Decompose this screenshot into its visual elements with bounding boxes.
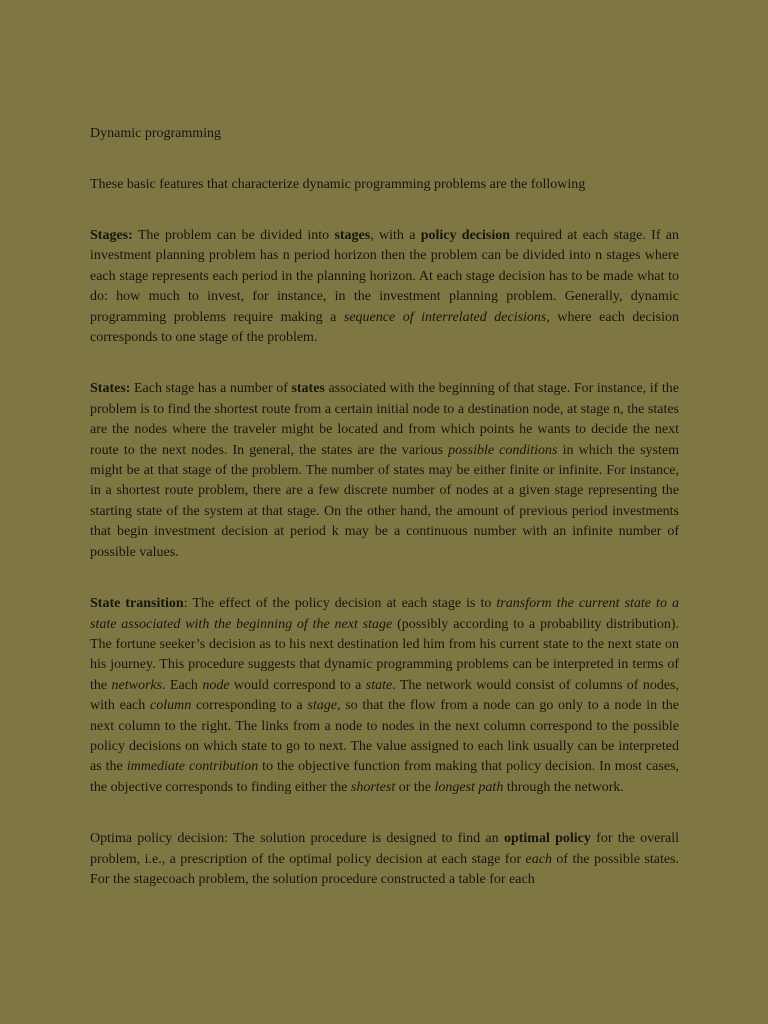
states-paragraph: States: Each stage has a number of states associated with the beginning of that stage. For instance, if the problem is to find the shortest route from a certain initial node to a destination node, at stage n, the states are the nodes where the traveler might be located and from which points he wants to decide the next route to the next nodes. In general, the states are the various possible conditions in which the system might be at that stage of the problem. The number of states may be either finite or infinite. For instance, in a shortest route problem, there are a few discrete number of nodes at a given stage representing the starting state of the system at that stage. On the other hand, the amount of previous period investments that begin investment decision at period k may be a continuous number with an infinite number of possible values. — [90, 381, 679, 560]
stages-paragraph: Stages: The problem can be divided into stages, with a policy decision required at each stage. If an investment planning problem has n period horizon then the problem can be divided into n stages where each stage represents each period in the planning horizon. At each stage decision has to be made what to do: how much to invest, for instance, in the investment planning problem. Generally, dynamic programming problems require making a sequence of interrelated decisions, where each decision corresponds to one stage of the problem. — [90, 228, 679, 346]
state-transition-paragraph: State transition: The effect of the policy decision at each stage is to transform the current state to a state associated with the beginning of the next stage (possibly according to a probability distribution). The fortune seeker’s decision as to his next destination led him from his current state to the next state on his journey. This procedure suggests that dynamic programming problems can be interpreted in terms of the networks. Each node would correspond to a state. The network would consist of columns of nodes, with each column corresponding to a stage, so that the flow from a node can go only to a node in the next column to the right. The links from a node to nodes in the next column correspond to the possible policy decisions on which state to go to next. The value assigned to each link usually can be interpreted as the immediate contribution to the objective function from making that policy decision. In most cases, the objective corresponds to finding either the shortest or the longest path through the network. — [90, 596, 680, 795]
states-heading: States: — [90, 381, 131, 397]
optimal-policy-paragraph: Optima policy decision: The solution procedure is designed to find an optimal policy for the overall problem, i.e., a prescription of the optimal policy decision at each stage for each of the possible states. For the stagecoach problem, the solution procedure constructed a table for each — [90, 831, 680, 887]
intro-paragraph: These basic features that characterize dynamic programming problems are the following — [90, 177, 586, 192]
state-transition-heading: State transition — [90, 596, 184, 612]
stages-heading: Stages: — [90, 228, 133, 243]
document-title: Dynamic programming — [90, 126, 222, 141]
